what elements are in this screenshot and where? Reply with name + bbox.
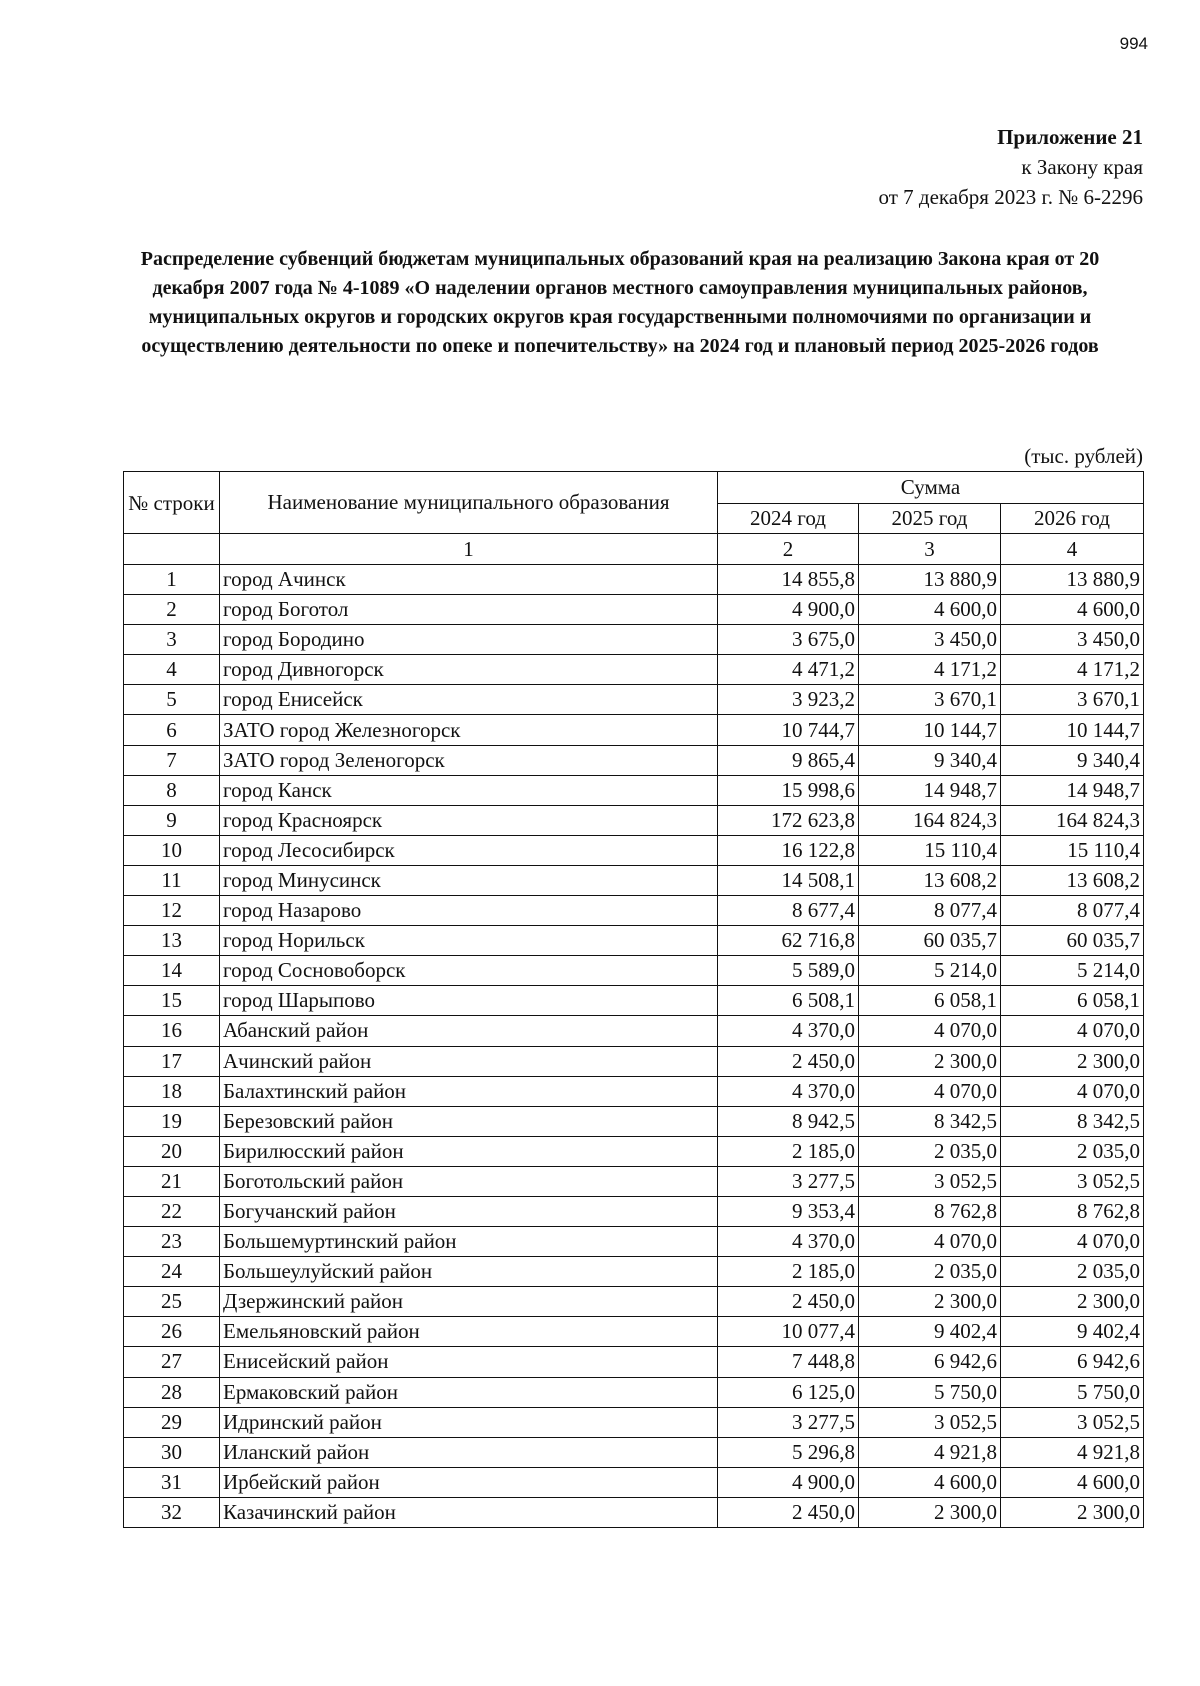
amount-2024: 4 370,0 xyxy=(718,1076,859,1106)
municipality-name: город Енисейск xyxy=(220,685,718,715)
header-2026: 2026 год xyxy=(1001,504,1144,534)
amount-2026: 60 035,7 xyxy=(1001,926,1144,956)
col-number xyxy=(124,534,220,565)
amount-2025: 8 077,4 xyxy=(859,896,1001,926)
amount-2025: 13 880,9 xyxy=(859,565,1001,595)
municipality-name: город Боготол xyxy=(220,595,718,625)
municipality-name: Ачинский район xyxy=(220,1046,718,1076)
municipality-name: город Дивногорск xyxy=(220,655,718,685)
amount-2024: 4 900,0 xyxy=(718,595,859,625)
row-number: 31 xyxy=(124,1467,220,1497)
amount-2025: 2 035,0 xyxy=(859,1257,1001,1287)
amount-2026: 2 035,0 xyxy=(1001,1136,1144,1166)
amount-2025: 2 035,0 xyxy=(859,1136,1001,1166)
row-number: 19 xyxy=(124,1106,220,1136)
document-title: Распределение субвенций бюджетам муниципальных образований края на реализацию Закона края от 20 декабря 2007 года № 4-1089 «О наделении органов местного самоуправления муниципальных районов, муниципальных округов и городских округов края государственными полномочиями по организации и осуществлению деятельности по опеке и попечительству» на 2024 год и плановый период 2025-2026 годов xyxy=(140,248,1100,357)
amount-2024: 6 508,1 xyxy=(718,986,859,1016)
amount-2024: 4 900,0 xyxy=(718,1467,859,1497)
amount-2024: 10 077,4 xyxy=(718,1317,859,1347)
municipality-name: Дзержинский район xyxy=(220,1287,718,1317)
row-number: 30 xyxy=(124,1437,220,1467)
amount-2025: 15 110,4 xyxy=(859,835,1001,865)
amount-2026: 6 942,6 xyxy=(1001,1347,1144,1377)
table-row xyxy=(124,986,1144,1016)
amount-2024: 3 675,0 xyxy=(718,625,859,655)
table-row xyxy=(124,805,1144,835)
municipality-name: Большеулуйский район xyxy=(220,1257,718,1287)
municipality-name: Ирбейский район xyxy=(220,1467,718,1497)
table-row xyxy=(124,715,1144,745)
amount-2024: 4 370,0 xyxy=(718,1016,859,1046)
row-number: 9 xyxy=(124,805,220,835)
table-row xyxy=(124,685,1144,715)
amount-2024: 9 353,4 xyxy=(718,1196,859,1226)
row-number: 4 xyxy=(124,655,220,685)
municipality-name: город Назарово xyxy=(220,896,718,926)
municipality-name: Енисейский район xyxy=(220,1347,718,1377)
header-sum: Сумма xyxy=(718,472,1144,504)
row-number: 32 xyxy=(124,1497,220,1527)
amount-2025: 3 052,5 xyxy=(859,1166,1001,1196)
amount-2025: 2 300,0 xyxy=(859,1497,1001,1527)
row-number: 17 xyxy=(124,1046,220,1076)
row-number: 22 xyxy=(124,1196,220,1226)
municipality-name: город Бородино xyxy=(220,625,718,655)
amount-2026: 8 342,5 xyxy=(1001,1106,1144,1136)
amount-2024: 2 450,0 xyxy=(718,1287,859,1317)
amount-2025: 3 670,1 xyxy=(859,685,1001,715)
amount-2024: 172 623,8 xyxy=(718,805,859,835)
table-row xyxy=(124,1437,1144,1467)
table-row xyxy=(124,1227,1144,1257)
amount-2026: 4 070,0 xyxy=(1001,1016,1144,1046)
appendix-law-date: от 7 декабря 2023 г. № 6-2296 xyxy=(878,185,1143,209)
amount-2024: 5 589,0 xyxy=(718,956,859,986)
amount-2026: 10 144,7 xyxy=(1001,715,1144,745)
table-row xyxy=(124,865,1144,895)
table-row xyxy=(124,926,1144,956)
municipality-name: город Красноярск xyxy=(220,805,718,835)
amount-2025: 4 171,2 xyxy=(859,655,1001,685)
table-row xyxy=(124,595,1144,625)
amount-2025: 5 750,0 xyxy=(859,1377,1001,1407)
amount-2026: 4 070,0 xyxy=(1001,1227,1144,1257)
table-row xyxy=(124,1407,1144,1437)
table-row xyxy=(124,896,1144,926)
subvention-table xyxy=(123,471,1144,1528)
amount-2026: 4 921,8 xyxy=(1001,1437,1144,1467)
municipality-name: город Канск xyxy=(220,775,718,805)
amount-2025: 6 058,1 xyxy=(859,986,1001,1016)
amount-2024: 62 716,8 xyxy=(718,926,859,956)
row-number: 27 xyxy=(124,1347,220,1377)
amount-2024: 4 370,0 xyxy=(718,1227,859,1257)
table-row xyxy=(124,1257,1144,1287)
amount-2026: 3 450,0 xyxy=(1001,625,1144,655)
row-number: 5 xyxy=(124,685,220,715)
amount-2025: 4 070,0 xyxy=(859,1016,1001,1046)
amount-2026: 13 608,2 xyxy=(1001,865,1144,895)
col-number: 4 xyxy=(1001,534,1144,565)
table-row xyxy=(124,745,1144,775)
table-row xyxy=(124,1497,1144,1527)
municipality-name: город Ачинск xyxy=(220,565,718,595)
table-row xyxy=(124,1196,1144,1226)
amount-2024: 10 744,7 xyxy=(718,715,859,745)
amount-2026: 8 762,8 xyxy=(1001,1196,1144,1226)
amount-2024: 3 277,5 xyxy=(718,1407,859,1437)
appendix-header xyxy=(879,122,1143,212)
amount-2025: 4 600,0 xyxy=(859,595,1001,625)
amount-2026: 5 214,0 xyxy=(1001,956,1144,986)
col-number: 3 xyxy=(859,534,1001,565)
amount-2025: 4 921,8 xyxy=(859,1437,1001,1467)
row-number: 11 xyxy=(124,865,220,895)
amount-2025: 3 052,5 xyxy=(859,1407,1001,1437)
amount-2026: 2 035,0 xyxy=(1001,1257,1144,1287)
amount-2026: 4 600,0 xyxy=(1001,1467,1144,1497)
row-number: 25 xyxy=(124,1287,220,1317)
amount-2026: 3 670,1 xyxy=(1001,685,1144,715)
amount-2024: 5 296,8 xyxy=(718,1437,859,1467)
row-number: 10 xyxy=(124,835,220,865)
amount-2024: 9 865,4 xyxy=(718,745,859,775)
amount-2024: 2 185,0 xyxy=(718,1136,859,1166)
amount-2025: 5 214,0 xyxy=(859,956,1001,986)
amount-2024: 2 185,0 xyxy=(718,1257,859,1287)
amount-2025: 2 300,0 xyxy=(859,1046,1001,1076)
amount-2024: 6 125,0 xyxy=(718,1377,859,1407)
amount-2026: 2 300,0 xyxy=(1001,1497,1144,1527)
amount-2024: 7 448,8 xyxy=(718,1347,859,1377)
row-number: 18 xyxy=(124,1076,220,1106)
amount-2024: 15 998,6 xyxy=(718,775,859,805)
units-label: (тыс. рублей) xyxy=(1024,444,1143,468)
amount-2024: 4 471,2 xyxy=(718,655,859,685)
amount-2024: 3 277,5 xyxy=(718,1166,859,1196)
amount-2026: 3 052,5 xyxy=(1001,1407,1144,1437)
municipality-name: Ермаковский район xyxy=(220,1377,718,1407)
row-number: 8 xyxy=(124,775,220,805)
table-row xyxy=(124,1166,1144,1196)
table-row xyxy=(124,1016,1144,1046)
col-number: 1 xyxy=(220,534,718,565)
amount-2024: 2 450,0 xyxy=(718,1046,859,1076)
row-number: 12 xyxy=(124,896,220,926)
amount-2024: 14 855,8 xyxy=(718,565,859,595)
table-row xyxy=(124,655,1144,685)
amount-2025: 4 070,0 xyxy=(859,1227,1001,1257)
row-number: 2 xyxy=(124,595,220,625)
table-row xyxy=(124,1136,1144,1166)
amount-2025: 8 762,8 xyxy=(859,1196,1001,1226)
amount-2026: 14 948,7 xyxy=(1001,775,1144,805)
amount-2026: 5 750,0 xyxy=(1001,1377,1144,1407)
table-row xyxy=(124,1046,1144,1076)
amount-2026: 2 300,0 xyxy=(1001,1287,1144,1317)
municipality-name: Идринский район xyxy=(220,1407,718,1437)
municipality-name: Березовский район xyxy=(220,1106,718,1136)
amount-2026: 4 070,0 xyxy=(1001,1076,1144,1106)
table-row xyxy=(124,1106,1144,1136)
amount-2026: 13 880,9 xyxy=(1001,565,1144,595)
amount-2026: 4 171,2 xyxy=(1001,655,1144,685)
amount-2025: 8 342,5 xyxy=(859,1106,1001,1136)
row-number: 20 xyxy=(124,1136,220,1166)
municipality-name: город Минусинск xyxy=(220,865,718,895)
table-row xyxy=(124,835,1144,865)
table-row xyxy=(124,1377,1144,1407)
amount-2024: 8 942,5 xyxy=(718,1106,859,1136)
row-number: 1 xyxy=(124,565,220,595)
amount-2025: 9 340,4 xyxy=(859,745,1001,775)
header-2025: 2025 год xyxy=(859,504,1001,534)
amount-2025: 13 608,2 xyxy=(859,865,1001,895)
municipality-name: город Сосновоборск xyxy=(220,956,718,986)
amount-2025: 6 942,6 xyxy=(859,1347,1001,1377)
table-row xyxy=(124,1467,1144,1497)
amount-2024: 14 508,1 xyxy=(718,865,859,895)
col-number: 2 xyxy=(718,534,859,565)
amount-2026: 164 824,3 xyxy=(1001,805,1144,835)
amount-2024: 8 677,4 xyxy=(718,896,859,926)
row-number: 29 xyxy=(124,1407,220,1437)
page-number: 994 xyxy=(1119,34,1148,53)
amount-2026: 3 052,5 xyxy=(1001,1166,1144,1196)
amount-2025: 4 070,0 xyxy=(859,1076,1001,1106)
amount-2025: 2 300,0 xyxy=(859,1287,1001,1317)
amount-2024: 3 923,2 xyxy=(718,685,859,715)
row-number: 13 xyxy=(124,926,220,956)
row-number: 21 xyxy=(124,1166,220,1196)
row-number: 15 xyxy=(124,986,220,1016)
amount-2026: 8 077,4 xyxy=(1001,896,1144,926)
row-number: 7 xyxy=(124,745,220,775)
table-row xyxy=(124,1076,1144,1106)
municipality-name: город Лесосибирск xyxy=(220,835,718,865)
amount-2025: 9 402,4 xyxy=(859,1317,1001,1347)
amount-2026: 6 058,1 xyxy=(1001,986,1144,1016)
municipality-name: Боготольский район xyxy=(220,1166,718,1196)
row-number: 28 xyxy=(124,1377,220,1407)
row-number: 6 xyxy=(124,715,220,745)
amount-2025: 14 948,7 xyxy=(859,775,1001,805)
header-name: Наименование муниципального образования xyxy=(220,472,718,534)
table-row xyxy=(124,625,1144,655)
table-row xyxy=(124,1347,1144,1377)
amount-2024: 16 122,8 xyxy=(718,835,859,865)
municipality-name: Иланский район xyxy=(220,1437,718,1467)
table-row xyxy=(124,1287,1144,1317)
amount-2026: 4 600,0 xyxy=(1001,595,1144,625)
municipality-name: Балахтинский район xyxy=(220,1076,718,1106)
amount-2026: 15 110,4 xyxy=(1001,835,1144,865)
amount-2025: 164 824,3 xyxy=(859,805,1001,835)
municipality-name: город Норильск xyxy=(220,926,718,956)
municipality-name: Абанский район xyxy=(220,1016,718,1046)
row-number: 3 xyxy=(124,625,220,655)
municipality-name: Большемуртинский район xyxy=(220,1227,718,1257)
table-row xyxy=(124,956,1144,986)
amount-2025: 3 450,0 xyxy=(859,625,1001,655)
municipality-name: ЗАТО город Зеленогорск xyxy=(220,745,718,775)
municipality-name: Казачинский район xyxy=(220,1497,718,1527)
row-number: 14 xyxy=(124,956,220,986)
municipality-name: Емельяновский район xyxy=(220,1317,718,1347)
row-number: 26 xyxy=(124,1317,220,1347)
appendix-law-ref: к Закону края xyxy=(1021,155,1143,179)
amount-2025: 4 600,0 xyxy=(859,1467,1001,1497)
municipality-name: город Шарыпово xyxy=(220,986,718,1016)
table-row xyxy=(124,565,1144,595)
amount-2025: 60 035,7 xyxy=(859,926,1001,956)
table-row xyxy=(124,1317,1144,1347)
amount-2026: 9 402,4 xyxy=(1001,1317,1144,1347)
header-row-no: № строки xyxy=(124,472,220,534)
header-2024: 2024 год xyxy=(718,504,859,534)
amount-2025: 10 144,7 xyxy=(859,715,1001,745)
amount-2024: 2 450,0 xyxy=(718,1497,859,1527)
municipality-name: ЗАТО город Железногорск xyxy=(220,715,718,745)
appendix-title: Приложение 21 xyxy=(997,125,1143,149)
row-number: 16 xyxy=(124,1016,220,1046)
municipality-name: Бирилюсский район xyxy=(220,1136,718,1166)
amount-2026: 2 300,0 xyxy=(1001,1046,1144,1076)
amount-2026: 9 340,4 xyxy=(1001,745,1144,775)
municipality-name: Богучанский район xyxy=(220,1196,718,1226)
table-row xyxy=(124,775,1144,805)
row-number: 24 xyxy=(124,1257,220,1287)
row-number: 23 xyxy=(124,1227,220,1257)
